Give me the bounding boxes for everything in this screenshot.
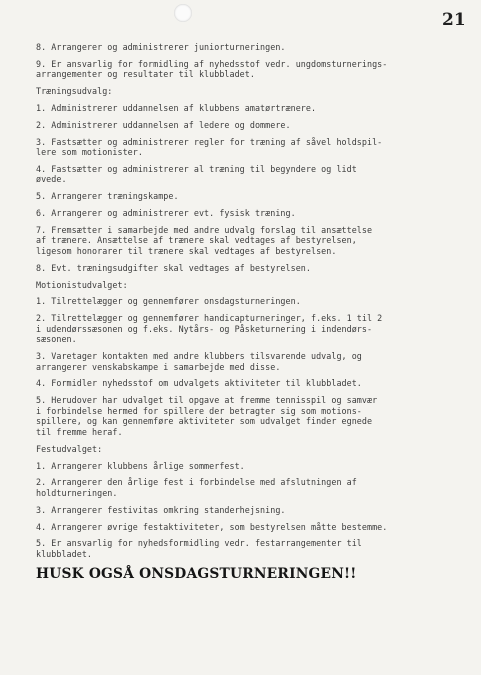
list-item: 2. Tilrettelægger og gennemfører handicapturneringer, f.eks. 1 til 2 i udendørssæsonen og f.eks. Nytårs- og Påsketurnering i indendørs- sæsonen. — [36, 313, 383, 345]
list-item: 1. Arrangerer klubbens årlige sommerfest. — [36, 460, 245, 471]
list-item: 8. Arrangerer og administrerer juniorturneringen. — [36, 42, 286, 52]
list-item: 7. Fremsætter i samarbejde med andre udvalg forslag til ansættelse af trænere. Ansættelse af trænere skal vedtages af bestyrelsen, ligesom honorarer til trænere skal vedtages af bestyrelsen. — [36, 224, 373, 256]
list-item: 3. Arrangerer festivitas omkring standerhejsning. — [36, 504, 286, 515]
list-item: 8. Evt. træningsudgifter skal vedtages af bestyrelsen. — [36, 262, 311, 273]
document-body — [36, 42, 470, 560]
list-item: 4. Formidler nyhedsstof om udvalgets aktiviteter til klubbladet. — [36, 378, 362, 389]
section-heading-motionistudvalget: Motionistudvalget: — [36, 279, 128, 290]
punch-hole — [174, 4, 192, 22]
list-item: 5. Er ansvarlig for nyhedsformidling vedr. festarrangementer til klubbladet. — [36, 538, 362, 559]
list-item: 4. Fastsætter og administrerer al træning til begyndere og lidt øvede. — [36, 163, 357, 185]
footer-reminder: HUSK OGSÅ ONSDAGSTURNERINGEN!! — [36, 566, 357, 582]
list-item: 6. Arrangerer og administrerer evt. fysisk træning. — [36, 208, 296, 219]
list-item: 2. Arrangerer den årlige fest i forbindelse med afslutningen af holdturneringen. — [36, 477, 357, 498]
list-item: 5. Herudover har udvalget til opgave at fremme tennisspil og samvær i forbindelse hermed for spillere der betragter sig som motions- spillere, og kan gennemføre aktiviteter som udvalget finder egnede til fremme heraf. — [36, 395, 378, 438]
list-item: 1. Tilrettelægger og gennemfører onsdagsturneringen. — [36, 296, 301, 307]
list-item: 1. Administrerer uddannelsen af klubbens amatørtrænere. — [36, 102, 317, 113]
list-item: 2. Administrerer uddannelsen af ledere og dommere. — [36, 119, 291, 130]
list-item: 5. Arrangerer træningskampe. — [36, 191, 179, 202]
section-heading-traeningsudvalg: Træningsudvalg: — [36, 86, 113, 97]
list-item: 3. Varetager kontakten med andre klubbers tilsvarende udvalg, og arrangerer venskabskampe i samarbejde med disse. — [36, 351, 362, 372]
page-number: 21 — [442, 10, 466, 30]
list-item: 9. Er ansvarlig for formidling af nyhedsstof vedr. ungdomsturnerings- arrangementer og resultater til klubbladet. — [36, 58, 388, 80]
list-item: 3. Fastsætter og administrerer regler for træning af såvel holdspil- lere som motionister. — [36, 136, 383, 158]
section-heading-festudvalget: Festudvalget: — [36, 443, 103, 454]
list-item: 4. Arrangerer øvrige festaktiviteter, som bestyrelsen måtte bestemme. — [36, 521, 388, 532]
